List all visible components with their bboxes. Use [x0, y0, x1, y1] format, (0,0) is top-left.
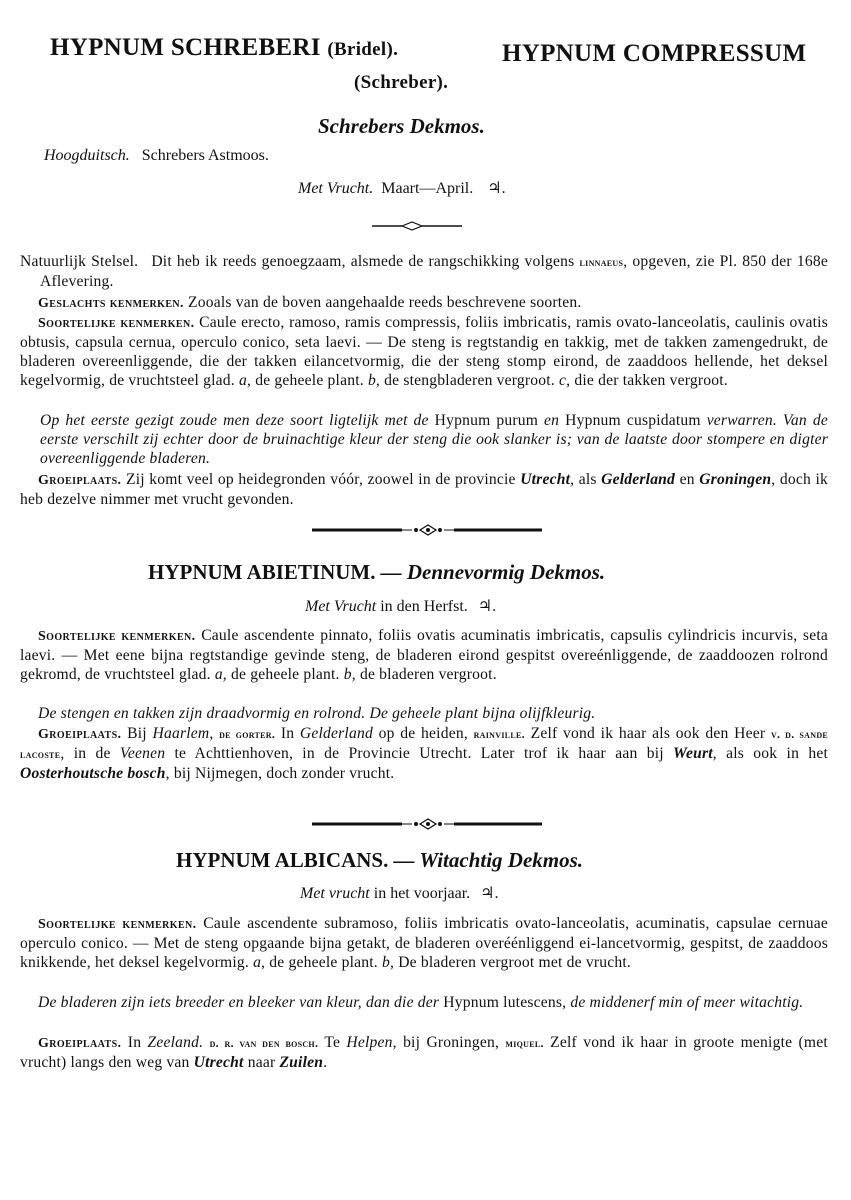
s2-veenen: Veenen: [119, 745, 166, 762]
s3-bij-groningen: , bij Groningen,: [392, 1034, 500, 1051]
s3-note1: De bladeren zijn iets breeder en bleeker van kleur, dan die der: [38, 994, 440, 1011]
fruit-label: Met Vrucht.: [298, 180, 374, 197]
german-label: Hoogduitsch.: [44, 147, 130, 164]
habitat-paragraph-2: Groeiplaats. Bij Haarlem, de gorter. In Gelderland op de heiden, rainville. Zelf vond ik haar als ook den Heer v. d. sande lacoste, in de Veenen te Achttienhoven, in de Provincie Utrecht. Later trof ik haar aan bij Weurt, als ook in het Oosterhoutsche bosch, bij Nijmegen, doch zonder vrucht.: [20, 725, 829, 782]
title-right-name: HYPNUM COMPRESSUM: [502, 40, 807, 67]
section3-symbol: ♃.: [480, 885, 499, 902]
section2-fruit: [305, 596, 496, 616]
page-title-right: [502, 40, 806, 68]
title-left-author: (Bridel).: [327, 39, 399, 60]
habitat-text-1: Zij komt veel op heidegronden vóór, zoowel in de provincie: [125, 471, 516, 488]
natural-system-paragraph: [20, 252, 828, 291]
s2-haarlem: Haarlem: [152, 725, 210, 742]
species-text-1: Caule erecto, ramoso, ramis compressis, foliis imbricatis, ramis ovato-lanceolatis, caulinis ovatis obtusis, capsula cernua, operculo conico, seta laevi. — De steng is regtstandig en takkig, met de takken zamengedrukt, de bladeren overeenliggende, die der takken eilancetvormig, die der steng stomp eirond, de zaaddoos hellende, het deksel kegelvormig, de vruchtsteel glad.: [20, 314, 828, 389]
habitat-gelderland: Gelderland: [601, 471, 676, 488]
s3-in: In: [127, 1034, 142, 1051]
s2-bij: Bij: [127, 725, 147, 742]
note2-text: verwarren. Van de eerste verschilt zij echter door de bruinachtige kleur der steng die ook slanker is; van de laatste door stompere en digter overeenliggende bladeren.: [40, 412, 828, 467]
dutch-name: Schrebers Dekmos.: [318, 114, 485, 138]
s3-note-hypnum: Hypnum lutescens: [443, 994, 563, 1011]
genus-label: Geslachts kenmerken.: [38, 296, 184, 311]
s2-fig-b-text: de bladeren vergroot.: [359, 666, 497, 683]
s2-bosch: Oosterhoutsche bosch: [20, 765, 166, 782]
natural-text-2: , opgeven, zie Pl. 850 der 168e Aflevering.: [40, 253, 828, 290]
species-label-3: Soortelijke kenmerken.: [38, 917, 197, 932]
note-paragraph-3: [38, 993, 828, 1012]
s2-in: In: [280, 725, 295, 742]
natural-text: Dit heb ik reeds genoegzaam, alsmede de rangschikking volgens: [151, 253, 575, 270]
note-paragraph-2: [38, 704, 828, 723]
note-hypnum-cuspidatum: Hypnum cuspidatum: [565, 412, 701, 429]
note-hypnum-purum: Hypnum purum: [434, 412, 539, 429]
s3-utrecht: Utrecht: [193, 1054, 244, 1071]
s2-sande: v. d. sande lacoste: [20, 727, 829, 761]
section2-title: [148, 560, 605, 585]
habitat-label-3: Groeiplaats.: [38, 1036, 122, 1051]
species-text-2: Caule ascendente pinnato, foliis ovatis acuminatis imbricatis, capsulis cylindricis incurvis, seta laevi. — Met eene bijna regtstandige gevinde steng, de bladeren eirond gespitst overeénliggende, de zaaddoozen rolrond gekromd, de vruchtsteel glad.: [20, 627, 828, 683]
natural-label: Natuurlijk Stelsel.: [20, 253, 139, 270]
section2-symbol: ♃.: [477, 598, 497, 615]
species-label-2: Soortelijke kenmerken.: [38, 629, 196, 644]
fig-b-text: de stengbladeren vergroot.: [384, 372, 555, 389]
s2-te: te Achttienhoven, in de Provincie Utrecht. Later trof ik haar aan bij: [174, 745, 664, 762]
s2-de-gorter: de gorter.: [219, 727, 276, 741]
section2-fruit-period: in den Herfst.: [380, 598, 468, 615]
section3-dutch: — Witachtig Dekmos.: [393, 848, 584, 872]
s2-op-de-heiden: op de heiden,: [378, 725, 468, 742]
fig-a-text: de geheele plant.: [255, 372, 364, 389]
s2-gelderland: Gelderland: [299, 725, 373, 742]
s2-note: De stengen en takken zijn draadvormig en rolrond. De geheele plant bijna olijfkleurig.: [38, 705, 596, 722]
ornament-divider-2: [312, 816, 542, 832]
title-left-name: HYPNUM SCHREBERI: [50, 34, 321, 61]
note1-text: Op het eerste gezigt zoude men deze soort ligtelijk met de: [40, 412, 429, 429]
s2-fig-a-text: de geheele plant.: [231, 666, 340, 683]
habitat-groningen: Groningen: [699, 471, 772, 488]
species-text-3: Caule ascendente subramoso, foliis imbricatis ovato-lanceolatis, acuminatis, capsulae cernuae operculo conico. — Met de steng opgaande bijna getakt, de bladeren overéénliggend ei-lancetvormig, gespitst, de zaaddoos knikkende, het deksel kegelvormig.: [20, 915, 828, 971]
section2-dutch: — Dennevormig Dekmos.: [380, 560, 606, 584]
fruit-period: Maart—April.: [381, 180, 474, 197]
german-name: Schrebers Astmoos.: [141, 147, 269, 164]
habitat-als: , als: [570, 471, 597, 488]
s3-naar: naar: [247, 1054, 276, 1071]
s2-rainville: rainville.: [473, 727, 525, 741]
s3-helpen: Helpen: [346, 1034, 393, 1051]
s3-end: .: [323, 1054, 328, 1071]
section3-latin: HYPNUM ALBICANS.: [176, 848, 389, 872]
s2-fig-b: b,: [343, 666, 356, 683]
fig-c-text: die der takken vergroot.: [574, 372, 728, 389]
s2-fig-a: a,: [214, 666, 227, 683]
title-right-author: (Schreber).: [354, 72, 449, 93]
s3-te: Te: [324, 1034, 341, 1051]
species-paragraph-1: [20, 313, 828, 390]
s2-als-ook: , als ook in het: [712, 745, 828, 762]
habitat-label-2: Groeiplaats.: [38, 727, 122, 742]
section2-latin: HYPNUM ABIETINUM.: [148, 560, 376, 584]
perennial-symbol: ♃.: [487, 180, 506, 197]
habitat-paragraph-1: [20, 470, 828, 509]
s3-zeeland: Zeeland.: [147, 1034, 204, 1051]
habitat-utrecht: Utrecht: [520, 471, 571, 488]
s3-fig-a-text: de geheele plant.: [269, 954, 378, 971]
habitat-label-1: Groeiplaats.: [38, 473, 122, 488]
linnaeus-name: linnaeus: [579, 255, 624, 269]
note-paragraph-1: [40, 411, 828, 468]
s3-note2: , de middenerf min of meer witachtig.: [562, 994, 804, 1011]
section3-title: [176, 848, 583, 873]
s3-fig-b-text: De bladeren vergroot met de vrucht.: [398, 954, 631, 971]
note-en: en: [544, 412, 560, 429]
section3-fruit-label: Met vrucht: [300, 885, 370, 902]
page-title-left: [50, 34, 398, 62]
german-line: [44, 147, 269, 165]
species-paragraph-2: [20, 626, 828, 684]
s3-van-den-bosch: d. r. van den bosch.: [209, 1036, 319, 1050]
fig-c-label: c,: [559, 372, 571, 389]
fruit-line: [298, 178, 506, 198]
s3-zelf: Zelf vond ik haar in groote menigte (met vrucht) langs den weg van: [20, 1034, 828, 1071]
section3-fruit: [300, 883, 499, 903]
genus-paragraph: [38, 293, 828, 313]
s2-end: , bij Nijmegen, doch zonder vrucht.: [165, 765, 395, 782]
species-paragraph-3: [20, 914, 828, 972]
section2-fruit-label: Met Vrucht: [305, 598, 377, 615]
genus-text: Zooals van de boven aangehaalde reeds beschrevene soorten.: [188, 294, 582, 311]
s3-fig-b: b,: [382, 954, 395, 971]
s2-in-de: , in de: [60, 745, 111, 762]
ornament-small: [372, 220, 462, 232]
fig-b-label: b,: [367, 372, 381, 389]
s2-weurt: Weurt: [673, 745, 713, 762]
species-label-1: Soortelijke kenmerken.: [38, 316, 195, 331]
habitat-text-2: , doch ik heb dezelve nimmer met vrucht gevonden.: [20, 471, 828, 508]
habitat-en: en: [679, 471, 695, 488]
fig-a-label: a,: [239, 372, 252, 389]
s3-miquel: miquel.: [505, 1036, 544, 1050]
habitat-paragraph-3: [20, 1033, 828, 1072]
s3-fig-a: a,: [253, 954, 266, 971]
ornament-divider-1: [312, 522, 542, 538]
section3-fruit-period: in het voorjaar.: [373, 885, 471, 902]
s2-zelf: Zelf vond ik haar als ook den Heer: [530, 725, 766, 742]
s3-zuilen: Zuilen: [279, 1054, 324, 1071]
